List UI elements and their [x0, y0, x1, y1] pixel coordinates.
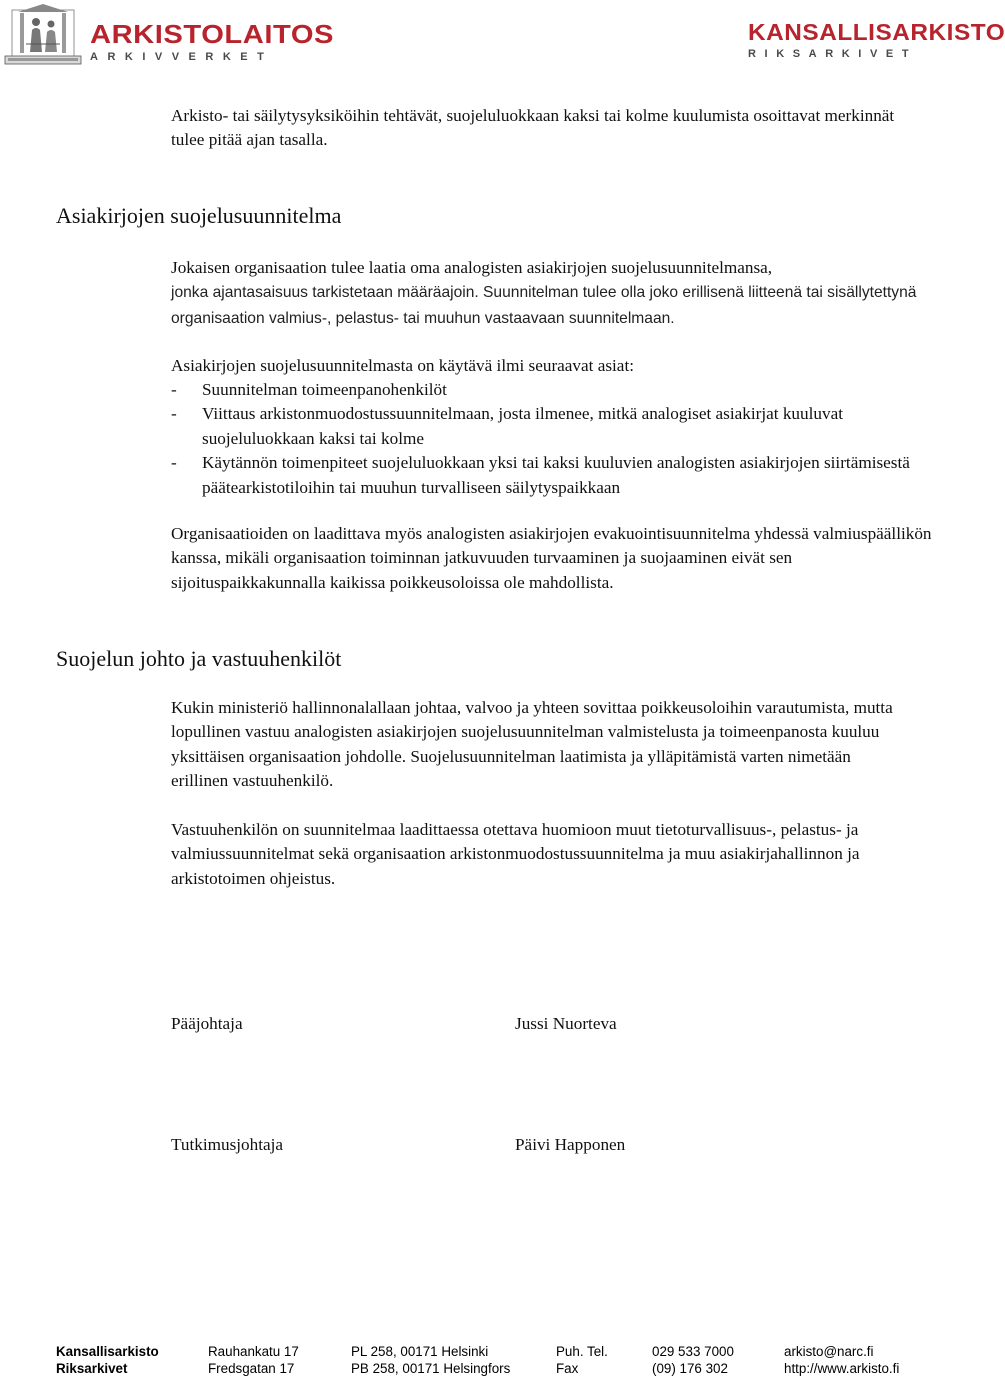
- footer-phone: 029 533 7000: [652, 1344, 734, 1359]
- footer-org-fi: Kansallisarkisto: [56, 1344, 159, 1359]
- list-item: - Suunnitelman toimeenpanohenkilöt: [171, 378, 942, 402]
- section1-p1-line2: jonka ajantasaisuus tarkistetaan määräajoin.: [171, 284, 479, 302]
- section2-paragraph-1: Kukin ministeriö hallinnonalallaan johtaa, valvoo ja yhteen sovittaa poikkeusoloihin varautumista, mutta lopullinen vastuu analogisten asiakirjojen suojelusuunnitelman valmistelusta ja toimeenpanosta kuuluu yksittäisen organisaation johdolle. Suojelusuunnitelman laatimista ja ylläpitämistä varten nimetään erillinen vastuuhenkilö.: [171, 698, 893, 791]
- section1-bullet-list: [171, 378, 942, 500]
- signature-name: Jussi Nuorteva: [515, 1014, 617, 1033]
- riksarkivet-wordmark: RIKSARKIVET: [748, 48, 918, 60]
- archives-seal-icon: [2, 0, 84, 66]
- list-item: - Viittaus arkistonmuodostussuunnitelmaan, josta ilmenee, mitkä analogiset asiakirjat kuuluvat suojeluluokkaan kaksi tai kolme: [171, 402, 942, 451]
- footer-fax: (09) 176 302: [652, 1361, 728, 1376]
- footer-street-sv: Fredsgatan 17: [208, 1361, 295, 1376]
- section1-paragraph-2-lead: Asiakirjojen suojelusuunnitelmasta on käytävä ilmi seuraavat asiat:: [171, 356, 634, 375]
- bullet-text: Käytännön toimenpiteet suojeluluokkaan yksi tai kaksi kuuluvien analogisten asiakirjojen siirtämisestä päätearkistotiloihin tai muuhun turvalliseen säilytyspaikkaan: [202, 453, 910, 497]
- section1-p1-line1: Jokaisen organisaation tulee laatia oma analogisten asiakirjojen suojelusuunnitelmansa,: [171, 258, 773, 277]
- kansallisarkisto-wordmark: KANSALLISARKISTO: [748, 19, 1005, 45]
- arkivverket-wordmark: ARKIVVERKET: [90, 51, 274, 63]
- footer-pobox-sv: PB 258, 00171 Helsingfors: [351, 1361, 511, 1376]
- list-item: - Käytännön toimenpiteet suojeluluokkaan yksi tai kaksi kuuluvien analogisten asiakirjojen siirtämisestä päätearkistotiloihin tai muuhun turvalliseen säilytyspaikkaan: [171, 451, 942, 500]
- footer-row-swedish: [56, 1360, 956, 1377]
- footer-fax-label: Fax: [556, 1361, 579, 1376]
- footer-street-fi: Rauhankatu 17: [208, 1344, 299, 1359]
- footer: [56, 1343, 956, 1377]
- section2-paragraph-2: Vastuuhenkilön on suunnitelmaa laadittaessa otettava huomioon muut tietoturvallisuus-, pelastus- ja valmiussuunnitelmat sekä organisaation arkistonmuodostussuunnitelma ja muu asiakirjahallinnon ja arkistotoimen ohjeistus.: [171, 820, 860, 888]
- signature-title: Tutkimusjohtaja: [171, 1135, 284, 1154]
- section-heading-vastuuhenkilot: Suojelun johto ja vastuuhenkilöt: [56, 646, 342, 671]
- arkistolaitos-logo: [2, 0, 335, 66]
- arkistolaitos-wordmark: ARKISTOLAITOS: [90, 19, 335, 49]
- footer-org-sv: Riksarkivet: [56, 1361, 128, 1376]
- signature-name: Päivi Happonen: [515, 1135, 626, 1154]
- bullet-text: Viittaus arkistonmuodostussuunnitelmaan, josta ilmenee, mitkä analogiset asiakirjat kuuluvat suojeluluokkaan kaksi tai kolme: [202, 404, 843, 448]
- footer-website-link[interactable]: http://www.arkisto.fi: [784, 1361, 900, 1376]
- section-heading-suojelusuunnitelma: Asiakirjojen suojelusuunnitelma: [56, 203, 342, 228]
- footer-pobox-fi: PL 258, 00171 Helsinki: [351, 1344, 489, 1359]
- footer-phone-label: Puh. Tel.: [556, 1344, 608, 1359]
- footer-email-link[interactable]: arkisto@narc.fi: [784, 1344, 874, 1359]
- intro-paragraph: Arkisto- tai säilytysyksiköihin tehtävät, suojeluluokkaan kaksi tai kolme kuulumista osoittavat merkinnät tulee pitää ajan tasalla.: [171, 106, 895, 150]
- bullet-text: Suunnitelman toimeenpanohenkilöt: [202, 380, 447, 399]
- signature-title: Pääjohtaja: [171, 1014, 243, 1033]
- section1-p1-sans: Suunnitelman tulee olla joko erillisenä liitteenä tai sisällytettynä organisaation valmius-, pelastus- tai muuhun vastaavaan suunnitelmaan.: [171, 284, 917, 327]
- section1-paragraph-1: [171, 256, 951, 331]
- section1-paragraph-3: Organisaatioiden on laadittava myös analogisten asiakirjojen evakuointisuunnitelma yhdessä valmiuspäällikön kanssa, mikäli organisaation toiminnan jatkuvuuden turvaaminen ja suojaaminen eivät sen sijoituspaikkakunnalla kaikissa poikkeusoloissa ole mahdollista.: [171, 524, 932, 592]
- footer-row-finnish: [56, 1343, 956, 1360]
- kansallisarkisto-logo: [748, 19, 1005, 61]
